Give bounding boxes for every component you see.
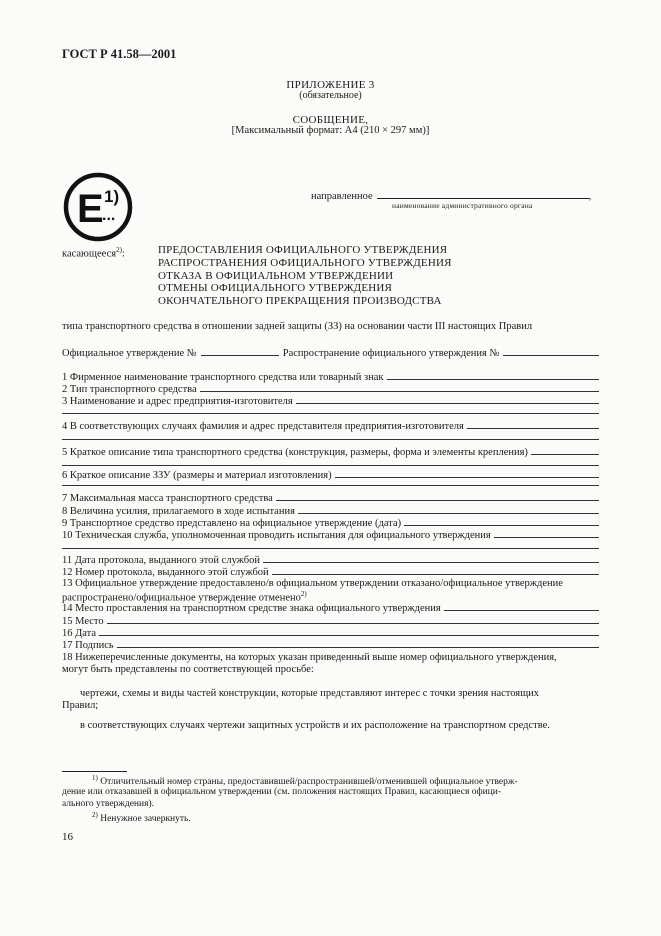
e-approval-mark (63, 172, 133, 242)
page-number: 16 (62, 831, 73, 843)
item-field[interactable] (387, 371, 599, 380)
item-label: 6 Краткое описание ЗЗУ (размеры и материал изготовления) (62, 470, 332, 481)
doc-item-1-line2: Правил; (62, 700, 99, 711)
footnote-2 (92, 811, 191, 824)
concerning-options (158, 244, 452, 308)
item-label: 3 Наименование и адрес предприятия-изготовителя (62, 396, 293, 407)
concerning-text: касающееся (62, 248, 117, 260)
form-item-17 (62, 639, 599, 651)
item-label: 14 Место проставления на транспортном средстве знака официального утверждения (62, 603, 441, 614)
appendix-title: ПРИЛОЖЕНИЕ 3 (286, 79, 375, 91)
directed-to-line (311, 188, 601, 202)
item-field[interactable] (444, 602, 599, 611)
footnote-1-line3: ального утверждения). (62, 799, 154, 809)
item-label: 2 Тип транспортного средства (62, 384, 197, 395)
form-item-3 (62, 395, 599, 407)
message-title: СООБЩЕНИЕ, (292, 114, 369, 126)
approval-numbers-row (62, 347, 599, 359)
item-label: 17 Подпись (62, 640, 114, 651)
extension-number-field[interactable] (503, 347, 600, 356)
item-field[interactable] (107, 615, 599, 624)
footnote-1-text: Отличительный номер страны, предоставившей/распространившей/отменившей официальное утверж- (100, 777, 518, 788)
form-item-18-line2: могут быть представлены по соответствующей просьбе: (62, 664, 314, 675)
concerning-footnote-ref: 2) (116, 246, 122, 254)
footnote-2-text: Ненужное зачеркнуть. (100, 814, 191, 825)
item-label: 15 Место (62, 616, 104, 627)
item-label: 9 Транспортное средство представлено на официальное утверждение (дата) (62, 518, 402, 529)
form-item-16 (62, 627, 599, 639)
item-field[interactable] (117, 639, 599, 648)
form-item-7 (62, 492, 599, 504)
item-label: 8 Величина усилия, прилагаемого в ходе испытания (62, 506, 295, 517)
item-label: 10 Техническая служба, уполномоченная проводить испытания для официального утверждения (62, 530, 491, 541)
form-item-14 (62, 602, 599, 614)
item-label: 11 Дата протокола, выданного этой службой (62, 555, 261, 566)
concerning-option: РАСПРОСТРАНЕНИЯ ОФИЦИАЛЬНОГО УТВЕРЖДЕНИЯ (158, 256, 452, 269)
emark-letter: E (77, 187, 104, 231)
item-field[interactable] (298, 505, 599, 514)
form-item-18-line1: 18 Нижеперечисленные документы, на которых указан приведенный выше номер официального утверждения, (62, 652, 557, 663)
vehicle-type-line: типа транспортного средства в отношении задней защиты (ЗЗ) на основании части III настоящих Правил (62, 321, 533, 332)
emark-dots: ... (102, 207, 116, 224)
blank-line[interactable] (62, 465, 599, 466)
approval-number-label: Официальное утверждение № (62, 348, 197, 359)
item-field[interactable] (200, 383, 599, 392)
item-field[interactable] (335, 469, 599, 478)
concerning-option: ОТКАЗА В ОФИЦИАЛЬНОМ УТВЕРЖДЕНИИ (158, 269, 394, 282)
form-item-2 (62, 383, 599, 395)
footnote-separator (62, 771, 127, 772)
form-item-1 (62, 371, 599, 383)
concerning-label: касающееся$^{2)}$: (62, 246, 125, 260)
concerning-option: ОТМЕНЫ ОФИЦИАЛЬНОГО УТВЕРЖДЕНИЯ (158, 282, 393, 295)
item-field[interactable] (99, 627, 599, 636)
blank-line[interactable] (62, 413, 599, 414)
directed-label: направленное (311, 191, 373, 202)
footnote-ref: 2) (300, 590, 307, 598)
footnote-1-marker: 1) (92, 774, 98, 782)
form-item-15 (62, 615, 599, 627)
extension-number-label: Распространение официального утверждения № (282, 348, 500, 359)
form-item-13-line1: 13 Официальное утверждение предоставлено/в официальном утверждении отказано/официальное утверждение (62, 578, 563, 589)
directed-caption: наименование административного органа (392, 201, 533, 210)
form-item-9 (62, 517, 599, 529)
blank-line[interactable] (62, 439, 599, 440)
emark-sup: 1) (104, 187, 120, 206)
form-item-12 (62, 566, 599, 578)
item-field[interactable] (404, 517, 599, 526)
item-field[interactable] (263, 554, 599, 563)
item-field[interactable] (531, 446, 599, 455)
blank-line[interactable] (62, 485, 599, 486)
item-label: 4 В соответствующих случаях фамилия и адрес представителя предприятия-изготовителя (62, 421, 464, 432)
document-code: ГОСТ Р 41.58—2001 (62, 47, 177, 61)
concerning-option: ПРЕДОСТАВЛЕНИЯ ОФИЦИАЛЬНОГО УТВЕРЖДЕНИЯ (158, 244, 448, 256)
form-item-5 (62, 446, 599, 458)
item-label: 5 Краткое описание типа транспортного средства (конструкция, размеры, форма и элементы крепления) (62, 447, 528, 458)
form-item-10 (62, 529, 599, 541)
footnote-1-line2: дение или отказавшей в официальном утверждении (см. положения настоящих Правил, касающиеся офици- (62, 787, 502, 797)
form-item-4 (62, 420, 599, 432)
item-label: 1 Фирменное наименование транспортного средства или товарный знак (62, 372, 384, 383)
item-label: 16 Дата (62, 628, 97, 639)
blank-line[interactable] (62, 548, 599, 549)
item-label: распространено/официальное утверждение отменено (62, 592, 301, 604)
directed-comma: , (588, 191, 592, 202)
directed-blank[interactable] (377, 188, 589, 199)
footnote-2-marker: 2) (92, 811, 98, 819)
appendix-status: (обязательное) (299, 90, 362, 101)
item-field[interactable] (467, 420, 599, 429)
form-item-8 (62, 505, 599, 517)
form-item-11 (62, 554, 599, 566)
concerning-option: ОКОНЧАТЕЛЬНОГО ПРЕКРАЩЕНИЯ ПРОИЗВОДСТВА (158, 295, 442, 308)
doc-item-2: в соответствующих случаях чертежи защитных устройств и их расположение на транспортном средстве. (80, 720, 550, 731)
approval-number-field[interactable] (201, 347, 279, 356)
item-field[interactable] (494, 529, 599, 538)
item-field[interactable] (272, 566, 599, 575)
form-item-6 (62, 469, 599, 481)
item-label: 12 Номер протокола, выданного этой службой (62, 567, 269, 578)
item-label: 7 Максимальная масса транспортного средства (62, 493, 273, 504)
item-field[interactable] (276, 492, 599, 501)
doc-item-1-line1: чертежи, схемы и виды частей конструкции, которые представляют интерес с точки зрения настоящих (80, 688, 540, 699)
item-field[interactable] (296, 395, 599, 404)
format-note: [Максимальный формат: А4 (210 × 297 мм)] (231, 125, 430, 136)
footnote-1-line1 (92, 774, 518, 787)
